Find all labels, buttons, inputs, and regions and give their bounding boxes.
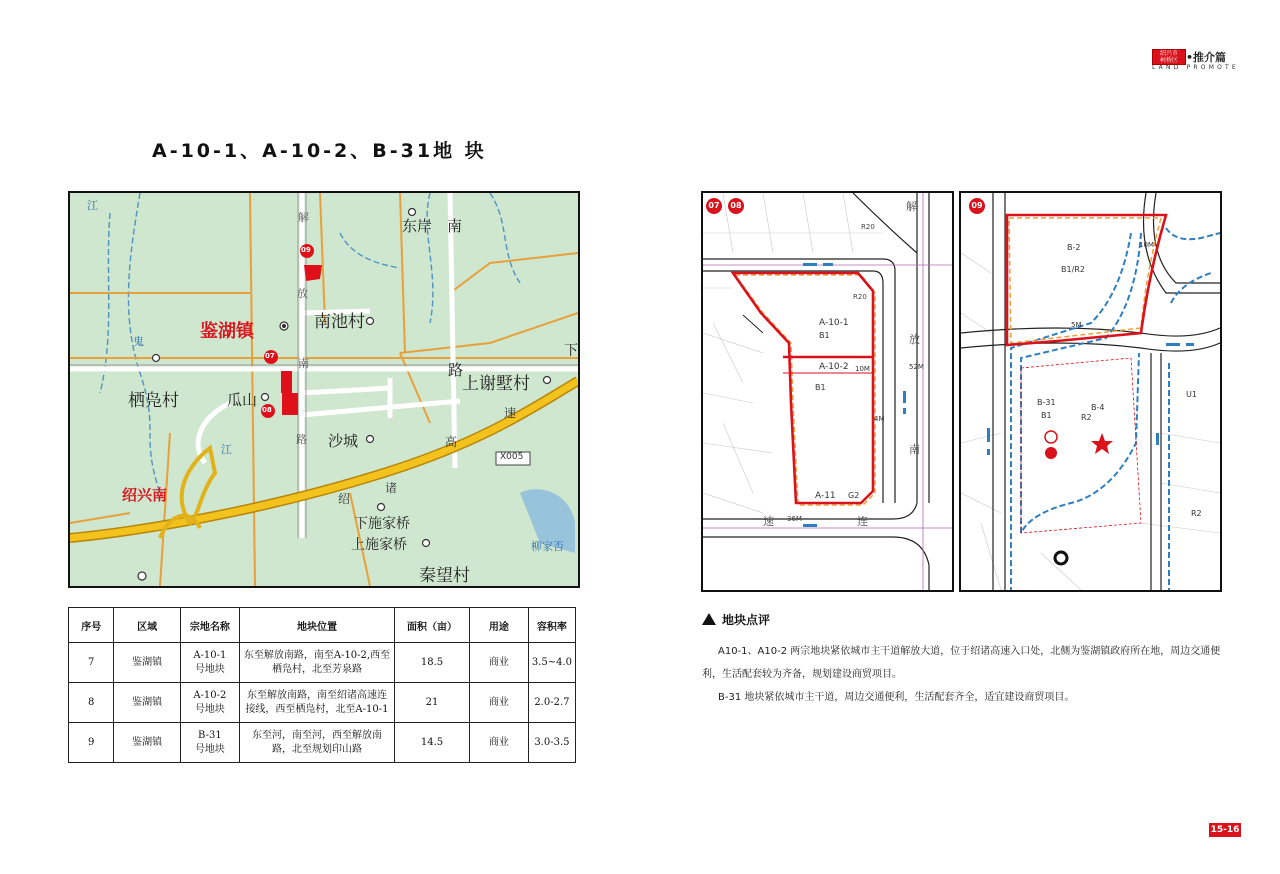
logo-text-1: 绍兴市 (1159, 50, 1178, 57)
plot-badge-08: 08 (728, 198, 744, 214)
map-label-xiashijiaqiao: 下施家桥 (354, 516, 410, 532)
detail-map-plots-07-08 (701, 191, 954, 592)
col-header-size: 面积（亩） (395, 608, 470, 643)
parcel-table (68, 607, 576, 763)
road-width-52m: 52M (909, 363, 924, 371)
plot-label-b-4: B-4 (1091, 403, 1105, 412)
road-width-4m: 4M (874, 415, 885, 423)
cell-index: 9 (69, 723, 114, 763)
page-title: A-10-1、A-10-2、B-31地 块 (152, 140, 487, 162)
section-title: •推介篇 (1186, 51, 1227, 64)
plot-landuse-b1r2: B1/R2 (1061, 265, 1085, 274)
table-row (69, 643, 576, 683)
map-label-qinwang-village: 秦望村 (419, 566, 470, 586)
commentary-heading-text: 地块点评 (722, 613, 771, 627)
road-width-5m-b: 5M (1071, 321, 1082, 329)
plot-label-b-31: B-31 (1037, 398, 1056, 407)
cell-size: 18.5 (395, 643, 470, 683)
col-header-parcel-name: 宗地名称 (180, 608, 239, 643)
map-label-dongan: 东岸 (402, 217, 433, 235)
commentary-body (702, 640, 1224, 709)
col-header-location: 地块位置 (239, 608, 394, 643)
map-label-shaoxingnan: 绍兴南 (122, 486, 168, 504)
col-header-far: 容积率 (528, 608, 575, 643)
road-label-nan: 南 (909, 443, 920, 456)
plot-marker-07: 07 (265, 352, 275, 360)
plot-marker-08: 08 (262, 406, 272, 414)
map-label-gao: 高 (445, 435, 458, 449)
cell-use: 商业 (470, 683, 529, 723)
cell-index: 7 (69, 643, 114, 683)
map-label-fang: 放 (297, 287, 308, 300)
road-width-36m: 36M (787, 515, 802, 523)
plot-label-a-10-1: A-10-1 (819, 318, 849, 328)
col-header-area: 区域 (114, 608, 180, 643)
cell-size: 14.5 (395, 723, 470, 763)
plot-badge-07: 07 (706, 198, 722, 214)
cell-use: 商业 (470, 723, 529, 763)
road-label-jie: 解 (906, 200, 917, 213)
plot-label-b-2: B-2 (1067, 243, 1081, 252)
map-label-shangxieye-village: 上谢墅村 (462, 374, 530, 394)
map-label-shao: 绍 (338, 492, 351, 506)
cell-area: 鉴湖镇 (114, 683, 180, 723)
cell-location: 东至解放南路，南至绍诸高速连接线，西至栖凫村，北至A-10-1 (239, 683, 394, 723)
map-label-lu-mid: 路 (296, 433, 307, 446)
plot-landuse-r2-b: R2 (1191, 509, 1202, 518)
plot-landuse-u1: U1 (1186, 390, 1197, 399)
detail-map-plot-09 (959, 191, 1222, 592)
commentary-heading (702, 611, 770, 628)
table-row (69, 683, 576, 723)
map-label-qiwu-village: 栖凫村 (128, 391, 179, 411)
map-label-liujia: 柳家否 (531, 540, 564, 553)
road-width-10m-b: 10M (1139, 241, 1154, 249)
cell-use: 商业 (470, 643, 529, 683)
road-width-10m: 10M (855, 365, 870, 373)
cell-far: 3.0-3.5 (528, 723, 575, 763)
col-header-use: 用途 (470, 608, 529, 643)
road-width-r20: R20 (861, 223, 875, 231)
map-label-lu-right: 路 (448, 361, 464, 379)
plot-landuse-g2: G2 (848, 491, 860, 500)
table-row (69, 723, 576, 763)
map-label-su: 速 (504, 406, 517, 420)
map-label-nan-mid: 南 (298, 357, 309, 370)
plot-label-a-11: A-11 (815, 491, 836, 501)
logo-badge (1152, 49, 1186, 65)
cell-parcel-name: A-10-1 号地块 (180, 643, 239, 683)
detail-map-a-graphic (703, 193, 952, 590)
location-map (68, 191, 580, 588)
page-number: 15-16 (1210, 825, 1240, 835)
cell-location: 东至解放南路，南至A-10-2,西至栖凫村，北至芳泉路 (239, 643, 394, 683)
map-label-jiang: 江 (87, 199, 98, 212)
map-label-nanchi-village: 南池村 (314, 312, 365, 332)
plot-landuse-b1-a: B1 (819, 331, 830, 340)
commentary-paragraph-2: B-31 地块紧依城市主干道，周边交通便利，生活配套齐全，适宜建设商贸项目。 (718, 692, 1075, 703)
plot-marker-09: 09 (301, 246, 311, 254)
road-label-lian: 连 (857, 515, 868, 528)
map-label-zhu: 诸 (385, 481, 398, 495)
road-label-su: 速 (763, 515, 774, 528)
detail-map-b-graphic (961, 193, 1220, 590)
road-label-fang: 放 (909, 333, 920, 346)
plot-landuse-b1-b: B1 (815, 383, 826, 392)
map-label-xia: 下 (564, 343, 578, 359)
map-label-guashan: 瓜山 (227, 391, 258, 409)
logo-text-2: 柯桥区 (1159, 57, 1178, 64)
cell-far: 2.0-2.7 (528, 683, 575, 723)
triangle-icon (702, 613, 716, 625)
road-width-r20b: R20 (853, 293, 867, 301)
map-label-gui: 鬼 (133, 335, 144, 348)
cell-far: 3.5~4.0 (528, 643, 575, 683)
cell-parcel-name: B-31 号地块 (180, 723, 239, 763)
plot-landuse-b1: B1 (1041, 411, 1052, 420)
plot-badge-09: 09 (969, 198, 985, 214)
cell-area: 鉴湖镇 (114, 723, 180, 763)
plot-landuse-r2: R2 (1081, 413, 1092, 422)
cell-area: 鉴湖镇 (114, 643, 180, 683)
cell-index: 8 (69, 683, 114, 723)
map-label-jiang-2: 江 (221, 443, 232, 456)
map-label-jianhu-town: 鉴湖镇 (200, 321, 254, 342)
section-subtitle: LAND PROMOTE (1152, 64, 1239, 71)
header-logo (1152, 49, 1240, 73)
map-label-shangshijiaqiao: 上施家桥 (351, 537, 407, 553)
col-header-index: 序号 (69, 608, 114, 643)
table-header-row (69, 608, 576, 643)
map-label-shacheng: 沙城 (328, 432, 359, 450)
plot-label-a-10-2: A-10-2 (819, 362, 849, 372)
map-label-jie: 解 (298, 211, 309, 224)
cell-parcel-name: A-10-2 号地块 (180, 683, 239, 723)
map-label-nan-top: 南 (447, 217, 463, 235)
commentary-paragraph-1: A10-1、A10-2 两宗地块紧依城市主干道解放大道，位于绍诸高速入口处，北侧为鉴湖镇政府所在地，周边交通便利，生活配套较为齐备，规划建设商贸项目。 (702, 646, 1221, 680)
cell-location: 东至河，南至河，西至解放南路，北至规划印山路 (239, 723, 394, 763)
map-label-x005: X005 (500, 452, 524, 462)
cell-size: 21 (395, 683, 470, 723)
